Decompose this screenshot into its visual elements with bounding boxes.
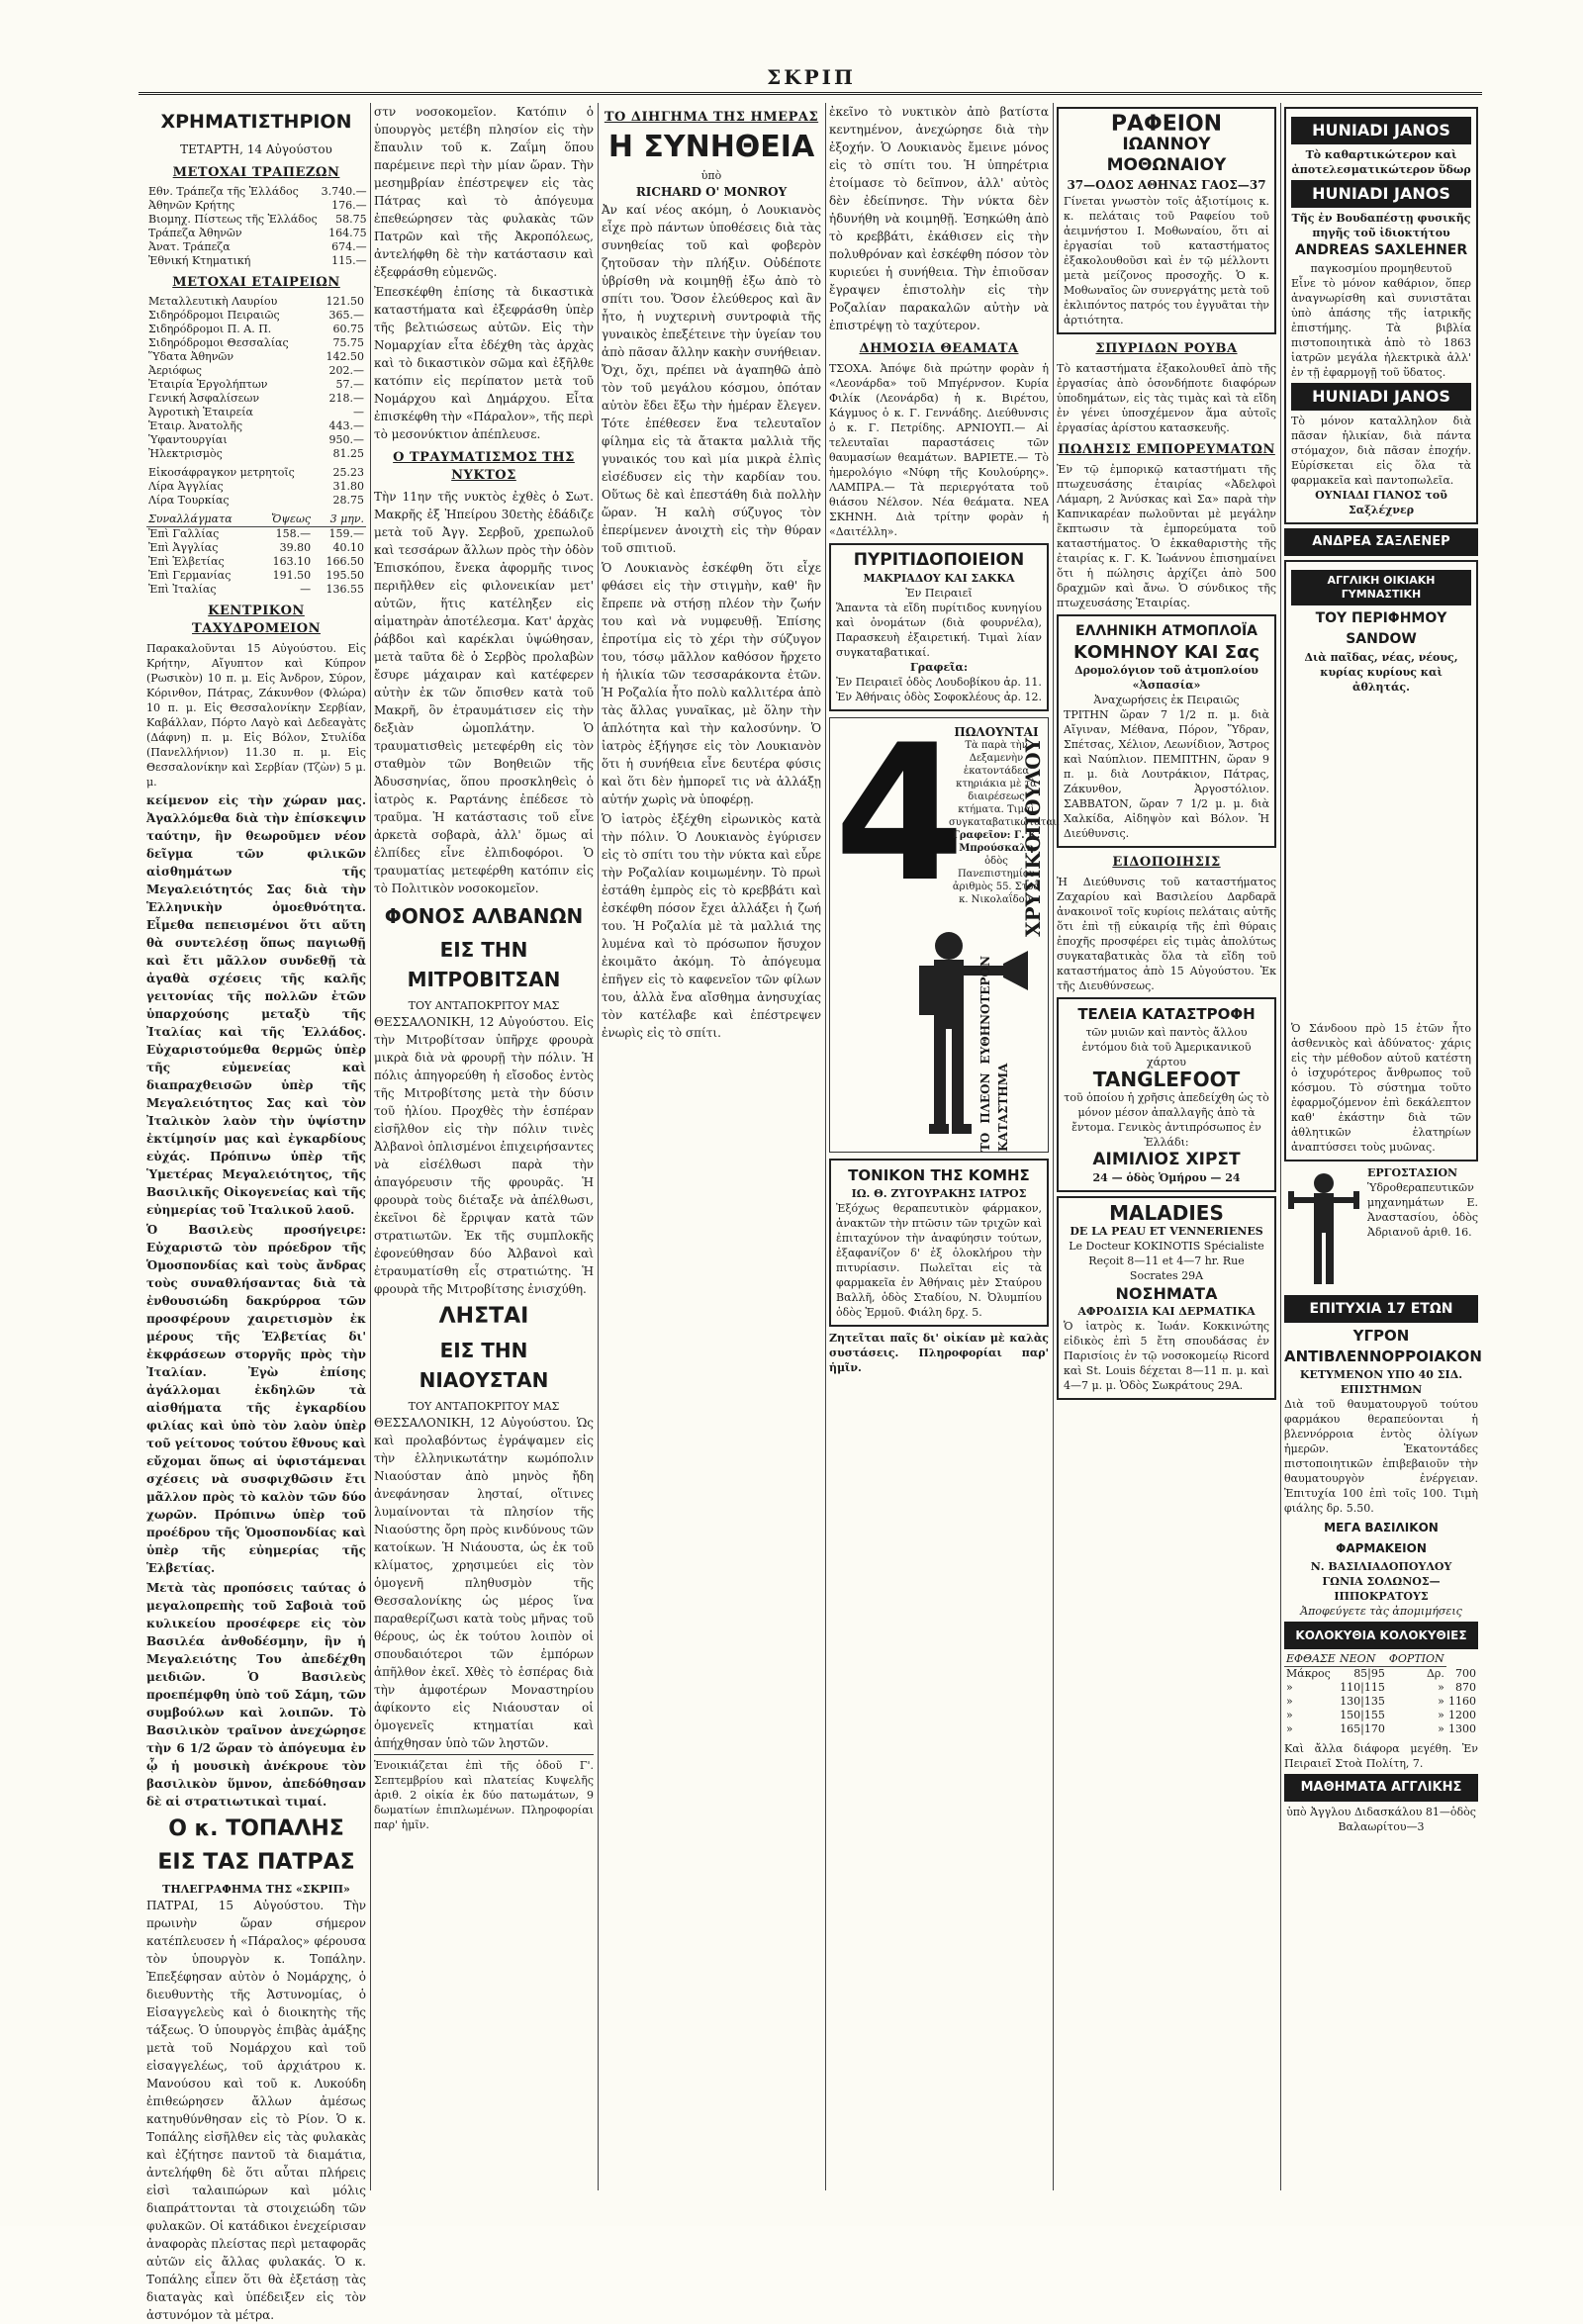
flypaper-agent: ΑΙΜΙΛΙΟΣ ΧΙΡΣΤ [1092, 1150, 1241, 1169]
company-stock-row-cell: Σιδηρόδρομοι Π. Α. Π. [148, 323, 272, 335]
company-stock-row-cell: 218.— [328, 392, 364, 405]
cargo-row [1284, 1667, 1478, 1682]
cargo-row-cell: 150|155 [1340, 1709, 1385, 1721]
cargo-row-cell: » [1438, 1695, 1444, 1708]
flypaper-subtitle: τῶν μυιῶν καὶ παντὸς ἄλλου ἐντόμου διὰ τοῦ Ἀμερικανικοῦ χάρτου [1081, 1026, 1252, 1069]
exchange-row-cell: 40.10 [332, 541, 364, 554]
company-stock-row-cell: Γενική Ἀσφαλίσεων [148, 392, 260, 405]
bank-stock-row [146, 254, 369, 268]
rates-table [146, 466, 366, 508]
currency-rate-row [146, 480, 366, 494]
flypaper-title: ΤΕΛΕΙΑ ΚΑΤΑΣΤΡΟΦΗ [1077, 1005, 1256, 1023]
company-stock-row-cell: Ἐταιρία Ἐργολήπτων [148, 378, 268, 391]
currency-rate-row [146, 466, 366, 480]
cargo-footer: Καὶ ἄλλα διάφορα μεγέθη. Ἐν Πειραιεῖ Στοὰ Πολίτη, 7. [1284, 1742, 1478, 1770]
story-label: ΤΟ ΔΙΗΓΗΜΑ ΤΗΣ ΗΜΕΡΑΣ [604, 110, 819, 125]
english-lessons-body: ὑπὸ Ἀγγλου Διδασκάλου 81—ὁδὸς Βαλαωρίτου—3 [1286, 1806, 1476, 1833]
exchange-row-cell: Ἐπὶ Ἰταλίας [148, 583, 217, 596]
factory-title: ΕΡΓΟΣΤΑΣΙΟΝ [1367, 1166, 1458, 1179]
exchange-header-cell: 3 μην. [313, 512, 366, 527]
cargo-row-cell: » [1286, 1722, 1293, 1735]
exchange-row-cell: 39.80 [279, 541, 312, 554]
pharmacy-title: ΜΕΓΑ ΒΑΣΙΛΙΚΟΝ ΦΑΡΜΑΚΕΙΟΝ [1324, 1521, 1439, 1555]
gym-title: ΑΓΓΛΙΚΗ ΟΙΚΙΑΚΗ ΓΥΜΝΑΣΤΙΚΗ [1291, 570, 1471, 605]
cargo-row-cell: 1200 [1448, 1709, 1476, 1721]
cargo-row-cell: Δρ. [1426, 1667, 1444, 1680]
bank-stock-row-cell: Βιομηχ. Πίστεως τῆς Ἑλλάδος [148, 213, 318, 226]
night-wounding-title: Ο ΤΡΑΥΜΑΤΙΣΜΟΣ ΤΗΣ ΝΥΚΤΟΣ [393, 450, 575, 483]
company-stock-row [146, 309, 366, 323]
goods-sale-title: ΠΩΛΗΣΙΣ ΕΜΠΟΡΕΥΜΑΤΩΝ [1058, 442, 1275, 457]
column-5 [1057, 103, 1276, 2190]
cargo-row [1284, 1695, 1478, 1709]
company-stock-row-cell: 60.75 [332, 323, 364, 335]
sale-title: ΠΩΛΟΥΝΤΑΙ [954, 725, 1039, 739]
exchange-row [146, 541, 366, 555]
maladies-subtitle: DE LA PEAU ET VENNERIENES [1070, 1225, 1263, 1238]
pharmacy-note: Ἀποφεύγετε τὰς ἀπομιμήσεις [1300, 1605, 1462, 1618]
post-office-title: ΚΕΝΤΡΙΚΟΝ ΤΑΧΥΔΡΟΜΕΙΟΝ [192, 604, 321, 636]
topalis-title: Ο κ. ΤΟΠΑΛΗΣ [168, 1816, 344, 1841]
cargo-header-cell: ΦΟΡΤΙΟΝ [1387, 1652, 1446, 1667]
exchange-row-cell: 191.50 [272, 569, 312, 582]
cargo-row-cell: 130|135 [1340, 1695, 1385, 1708]
column-divider [370, 103, 371, 2190]
exchange-row-cell: 158.— [275, 527, 312, 540]
editorial-text-2: Ὁ Βασιλεὺς προσήγειρε: Εὐχαριστῶ τὸν πρόεδρον τῆς Ὁμοσπονδίας καὶ τοὺς ἄνδρας τοὺς συναθλήσαντας διὰ τὰ ἐνθουσιώδη δακρύρροα τῶν προσφέρουν χαιρετισμὸν ἐκ μέρους τῆς Ἑλβετίας δι' ἐκφράσεων στοργῆς πρὸς τὴν Ἰταλίαν. Ἐγὼ ἐπίσης ἀγάλλομαι ἐκδηλῶν τὰ αἰσθήματα τῆς ἐγκαρδίου φιλίας καὶ ὑπὸ τὸν λαὸν ὑπὲρ τοῦ γείτονος τούτου ἔθνους καὶ εὔχομαι ὅπως αἱ ὑφιστάμεναι σχέσεις νὰ συσφιχθῶσιν ἔτι μᾶλλον πρὸς τὸ καλὸν τῶν δύο χωρῶν. Πρόπινω ὑπὲρ τοῦ προέδρου τῆς Ὁμοσπονδίας καὶ ὑπὲρ τῆς εὐημερίας τῆς Ἑλβετίας. [146, 1223, 366, 1575]
exchanges-table [146, 512, 366, 597]
article-continuation-2: Ἐπεσκέφθη ἐπίσης τὰ δικαστικὰ καταστήματα καὶ ἐξεφράσθη ὑπὲρ τῆς βελτιώσεως αὐτῶν. Εἰς τὴν Νομαρχίαν εἶτα ἐδέχθη τὰς ἀρχὰς καὶ τὸ δικαστικὸν σῶμα καὶ ἐξῆλθε κατόπιν εἰς περίπατον μετὰ τοῦ Νομάρχου καὶ Δημάρχου. Εἶτα ἐπισκέφθη τὴν «Πάραλον», τῆς περὶ τὸ μεσονύκτιον ἀπέπλευσε. [374, 285, 594, 441]
story-body: Ἀν καί νέος ακόμη, ὁ Λουκιανὸς εἶχε πρὸ πάντων ὑποθέσεις διὰ τὰς συνηθείας τοῦ καὶ φοβερὸν ζητοῦσαν τὴν πλήξιν. Οὐδέποτε ὑβρίσθη νὰ κοιμηθῇ ἐξω ἀπὸ τὸ σπίτι του. Ὅσον ἐλεύθερος καὶ ἂν ἦτο, ἡ νυχτερινὴ συντροφιὰ τῆς γυναικὸς ἐπεξέτεινε τὴν ὑγείαν του ἀπὸ πᾶσαν ἄλλην κακὴν συνήθειαν. Ὄχι, ὄχι, πρέπει νὰ ἀγαπηθῶ ἀπὸ τὸν τοῦ μεγάλου κόσμου, ὁπόταν αὐτὸν ἔδει ἔξω τὴν ἡμέραν ἔλεγεν. Τότε ἐπέθεσεν ἕνα τελευταῖον φίλημα εἰς τὰ ἄτακτα μαλλιὰ τῆς γυναικός του καὶ μία μικρὰ ἐλπὶς εἰσέδυσεν εἰς τὴν καρδίαν του. Οὕτως δὲ καὶ ἐπεστάθη διὰ πολλὴν ὥραν. Ἡ καλὴ σύζυγος τὸν ἐπερίμενεν ἀνοιχτὴ εἰς τὴν θύραν τοῦ σπιτιοῦ. [602, 203, 821, 555]
gunpowder-makers: ΜΑΚΡΙΑΔΟΥ ΚΑΙ ΣΑΚΚΑ [863, 572, 1015, 585]
flypaper-body: τοῦ ὁποίου ἡ χρῆσις ἀπεδείχθη ὡς τὸ μόνον μέσον ἀπαλλαγῆς ἀπὸ τὰ ἔντομα. Γενικὸς ἀντιπρόσωπος ἐν Ἑλλάδι: [1064, 1091, 1269, 1149]
tailor-address: 37—ΟΔΟΣ ΑΘΗΝΑΣ ΓΑΟΣ—37 [1067, 178, 1266, 192]
goods-sale-body: Ἐν τῷ ἐμπορικῷ καταστήματι τῆς πτωχευσάσης ἑταιρίας «Ἀδελφοὶ Λάμαρη, 2 Ἀνύσκας καὶ Σα» παρὰ τὴν Καπνικαρέαν πωλοῦνται μὲ μεγάλην ἔκπτωσιν τὰ ἐμπορεύματα τοῦ καταστήματος. Ὁ ἐκκαθαριστὴς τῆς ἐταιρίας κ. Γ. Κ. Ἰωάννου ἐπισημαίνει ὅτι ἡ πώλησις ἀρχίζει ἀπὸ 500 δραχμῶν καὶ ἄνω. Ὁ σύνδικος τῆς πτωχευσάσης Ἑταιρίας. [1057, 463, 1276, 609]
currency-rate-row-cell: 25.23 [332, 466, 364, 479]
diseases-body: Ὁ ἰατρὸς κ. Ἰωάν. Κοκκινώτης εἰδικὸς ἐπὶ 5 ἔτη σπουδάσας ἐν Παρισίοις ἐν τῷ νοσοκομείῳ Ricord καὶ St. Louis δέχεται 8—11 π. μ. καὶ 4—7 μ. μ. Ὁδὸς Σωκράτους 29Α. [1064, 1320, 1269, 1392]
cargo-row [1284, 1681, 1478, 1695]
exchange-row [146, 527, 366, 542]
exchange-row [146, 583, 366, 597]
bank-stock-row-cell: 3.740.— [321, 185, 367, 198]
exchange-row-cell: Ἐπὶ Γαλλίας [148, 527, 220, 540]
company-stock-row-cell: — [353, 406, 364, 418]
cargo-row-cell: 165|170 [1340, 1722, 1385, 1735]
bandits-subtitle: ΕΙΣ ΤΗΝ ΝΙΑΟΥΣΤΑΝ [419, 1339, 549, 1392]
dealer-banner: ΑΝΔΡΕΑ ΣΑΞΛΕΝΕΡ [1284, 528, 1478, 556]
column-2 [374, 103, 594, 2190]
company-stock-row-cell: Ὕδατα Ἀθηνῶν [148, 350, 234, 363]
sandow-figure-space [1291, 695, 1471, 1021]
currency-rate-row-cell: Εἰκοσάφραγκον μετρητοῖς [148, 466, 295, 479]
cargo-table [1284, 1652, 1478, 1736]
company-stock-row-cell: 81.25 [332, 447, 364, 460]
liquid-subtitle: ΚΕΤΥΜΕΝΟΝ ΥΠΟ 40 ΣΙΔ. ΕΠΙΣΤΗΜΩΝ [1299, 1368, 1463, 1396]
column-4 [829, 103, 1061, 2190]
exchange-row-cell: 195.50 [326, 569, 364, 582]
tailor-name: ΙΩΑΝΝΟΥ ΜΟΘΩΝΑΙΟΥ [1106, 135, 1227, 175]
company-stock-row-cell: Ὑφαντουργίαι [148, 433, 228, 446]
hunyadi-title: HUNIADI JANOS [1291, 117, 1471, 144]
steamship-company: ΚΟΜΗΝΟΥ ΚΑΙ Σας [1072, 642, 1260, 663]
bank-stock-row [146, 227, 369, 240]
liquid-body: Διὰ τοῦ θαυματουργοῦ τούτου φαρμάκου θεραπεύονται ἡ βλεννόρροια ἐντὸς ὀλίγων ἡμερῶν. Ἐκατοντάδες πιστοποιητικῶν ἐπιβεβαιοῦν τὴν θαυματουργὸν ἐνέργειαν. Ἐπιτυχία 100 ἐπὶ τοῖς 100. Τιμὴ φιάλης δρ. 5.50. [1284, 1398, 1478, 1515]
pharmacy-corner: ΓΩΝΙΑ ΣΟΛΩΝΟΣ—ΙΠΠΟΚΡΑΤΟΥΣ [1322, 1575, 1441, 1603]
column-1 [146, 103, 367, 2322]
company-stock-row [146, 350, 366, 364]
cargo-row-cell: 85|95 [1353, 1667, 1385, 1680]
factory-body: Ὑδροθεραπευτικῶν μηχανημάτων Ε. Ἀναστασίου, ὁδὸς Ἀδριανοῦ ἀριθ. 16. [1367, 1181, 1478, 1239]
tailor-body: Γίνεται γνωστὸν τοῖς ἀξιοτίμοις κ. κ. πελάταις τοῦ Ραφείου τοῦ ἀειμνήστου Ι. Μοθωναίου, ὅτι αἱ ἐργασίαι τοῦ καταστήματος ἐξακολουθοῦσι καὶ ἐν τῷ μέλλοντι μετὰ μείζονος προσοχῆς. Ὁ κ. Μοθωναῖος ὢν συνεργάτης μετὰ τοῦ ἐκλιπόντος πατρός του ἐγγυᾶται τὴν ἀρτιότητα. [1064, 195, 1269, 326]
albanian-murder-title: ΦΟΝΟΣ ΑΛΒΑΝΩΝ [384, 904, 584, 928]
maladies-doctor: Le Docteur KOKINOTIS Spécialiste [1069, 1240, 1264, 1253]
cargo-row-cell: » [1438, 1681, 1444, 1694]
flypaper-ad [1057, 997, 1276, 1192]
shoemaker-title: ΣΠΥΡΙΔΩΝ ΡΟΥΒΑ [1095, 341, 1238, 356]
cargo-row-cell: » [1438, 1722, 1444, 1735]
story-title: Η ΣΥΝΗΘΕΙΑ [607, 130, 815, 164]
company-stock-row [146, 433, 366, 447]
column-divider [1053, 103, 1054, 2190]
company-stock-row-cell: Μεταλλευτικὴ Λαυρίου [148, 295, 278, 308]
company-stock-row [146, 323, 366, 336]
gunpowder-city: Ἐν Πειραιεῖ [905, 587, 973, 600]
albanian-murder-subtitle: ΕΙΣ ΤΗΝ ΜΙΤΡΟΒΙΤΣΑΝ [407, 938, 561, 991]
bank-stock-row [146, 185, 369, 199]
sandow-ad [1284, 560, 1478, 1162]
flypaper-address: 24 — ὁδὸς Ὁμήρου — 24 [1092, 1171, 1241, 1184]
factory-ad [1284, 1165, 1478, 1292]
exchange-row [146, 555, 366, 569]
diseases-title: ΝΟΣΗΜΑΤΑ [1115, 1284, 1218, 1303]
steamship-departures: Ἀναχωρήσεις ἐκ Πειραιῶς [1093, 694, 1240, 706]
night-wounding-body: Τὴν 11ην τῆς νυκτὸς ἐχθὲς ὁ Σωτ. Μακρῆς ἐξ Ἠπείρου 30ετὴς ἐδάδιζε μετὰ τοῦ Ἀγγ. Σερβοῦ, χρεπωλοῦ καὶ τεσσάρων ἄλλων πρὸς τὴν ὁδὸν Ἐπισκόπου, ἔνεκα ἀφορμῆς τινος περιῆλθεν εἰς φιλονεικίαν μετ' αὐτῶν, ἥτις κατέληξεν εἰς αἱματηρὰν ἀποτέλεσμα. Κατ' ἀρχὰς ῥάβδοι καὶ καρέκλαι ὑψώθησαν, μετὰ ταῦτα δὲ ὁ Σερβὸς προλαβὼν ἔσυρε μάχαιραν καὶ κατέφερεν αὐτὴν ἐκ τῶν ὄπισθεν κατὰ τοῦ Μακρῆ, ὃν ἐτραυμάτισεν εἰς τὴν δεξιὰν ὠμοπλάτην. Ὁ τραυματισθεὶς μετεφέρθη εἰς τὸν σταθμὸν τῶν Βοηθειῶν τῆς Ἀδυσσηνίας, ὅπου προσκληθεὶς ὁ ἰατρὸς κ. Ραρτάνης ἐπέδεσε τὸ τραῦμα. Ἡ κατάστασις τοῦ εἶνε ἀρκετὰ σοβαρὰ, ἀλλ' ὅμως αἱ ἐλπίδες εἶνε ἐλπιδοφόροι. Ὁ τραυματίας μετεφέρθη κατόπιν εἰς τὸ Πολιτικὸν νοσοκομεῖον. [374, 490, 594, 895]
chrysikopoulos-ad [829, 704, 1061, 1153]
story-by: ὑπὸ [700, 169, 722, 182]
rental-notice: Ἑνοικιάζεται ἐπὶ τῆς ὁδοῦ Γ'. Σεπτεμβρίου καὶ πλατείας Κυψελῆς ἀριθ. 2 οἰκία ἐκ δύο πατωμάτων, 9 δωματίων ἐπιπλωμένων. Πληροφορίαι παρ' ἡμῖν. [374, 1754, 594, 1832]
cargo-row-cell: 1160 [1448, 1695, 1476, 1708]
bank-stock-row-cell: Εθν. Τράπεζα τῆς Ἑλλάδος [148, 185, 299, 198]
company-stock-row [146, 392, 366, 406]
hunyadi-body-2: Τὸ μόνον καταλληλον διὰ πᾶσαν ἡλικίαν, διὰ πάντα στόμαχον, διὰ πᾶσαν ἐποχήν. Εὑρίσκεται εἰς ὅλα τὰ φαρμακεῖα καὶ παντοπωλεῖα. [1291, 415, 1471, 487]
bank-stock-row-cell: 58.75 [335, 213, 367, 226]
gym-subtitle: ΤΟΥ ΠΕΡΙΦΗΜΟΥ SANDOW [1315, 610, 1447, 647]
company-stock-row-cell: 443.— [328, 419, 364, 432]
bank-stock-row-cell: 674.— [331, 240, 367, 253]
column-divider [1280, 103, 1281, 2190]
company-stock-row-cell: 142.50 [326, 350, 364, 363]
bandits-title: ΛΗΣΤΑΙ [438, 1304, 529, 1329]
company-stock-row-cell: Ἑταιρ. Ἀνατολῆς [148, 419, 243, 432]
gunpowder-body: Ἅπαντα τὰ εἴδη πυρίτιδος κυνηγίου καὶ ὀνομάτων (διὰ φουρνέλα), Παρασκευὴ ἐξαιρετική. Τιμαὶ λίαν συγκαταβατικαί. [836, 602, 1042, 659]
sale-body: Τὰ παρὰ τὴν Δεξαμενὴν ἐκατοντάδεα κτηριάκια μὲ τὰ διαιρέσεως κτήματα. Τιμαὶ συγκαταβατικώταται. [949, 740, 1061, 828]
wanted-notice: Ζητεῖται παῖς δι' οἰκίαν μὲ καλὰς συστάσεις. Πληροφορίαι παρ' ἡμῖν. [829, 1332, 1049, 1374]
company-stock-row-cell: Σιδηρόδρομοι Πειραιῶς [148, 309, 280, 322]
steamship-body: ΤΡΙΤΗΝ ὥραν 7 1/2 π. μ. διὰ Αἴγιναν, Μέθανα, Πόρον, Ὕδραν, Σπέτσας, Χέλιον, Λεωνίδιον, Ἄστρος καὶ Ναύπλιον. ΠΕΜΠΤΗΝ, ὥραν 9 π. μ. διὰ Λουτράκιον, Πάτρας, Ζάκυνθον, Ἀργοστόλιον. ΣΑΒΒΑΤΟΝ, ὥραν 7 1/2 μ. μ. διὰ Χαλκίδα, Αἰδηψὸν καὶ Βόλον. Ἡ Διεύθυνσις. [1064, 708, 1269, 840]
bank-stock-row-cell: Ἐθνική Κτηματική [148, 254, 251, 267]
company-stock-row [146, 336, 366, 350]
notice-body: Ἡ Διεύθυνσις τοῦ καταστήματος Ζαχαρίου καὶ Βασιλείου Δαρδαρᾶ ἀνακοινοῖ τοῖς κυρίοις πελάταις αὐτῆς ὅτι ἐπὶ τῇ εὐκαιρίᾳ τῆς ἐπὶ θύραις ἐποχῆς προσφέρει εἰς τιμὰς ἀπολύτως συγκαταβατικὰς ὅλα τὰ εἴδη τοῦ καταστήματος ἀπὸ 15 Αὐγούστου. Ἐκ τῆς Διευθύνσεως. [1057, 876, 1276, 992]
bank-stock-row-cell: Ἀθηνῶν Κρήτης [148, 199, 235, 212]
company-stock-row-cell: 75.75 [332, 336, 364, 349]
hair-tonic-doctor: ΙΩ. Θ. ΖΥΓΟΥΡΑΚΗΣ ΙΑΤΡΟΣ [851, 1187, 1027, 1200]
gunpowder-address: Ἐν Πειραιεῖ ὁδὸς Λουδοβίκου ἀρ. 11. Ἐν Ἀθήναις ὁδὸς Σοφοκλέους ἀρ. 12. [836, 676, 1042, 703]
big-four-numeral: 4 [834, 704, 966, 923]
company-stock-row-cell: 57.— [335, 378, 364, 391]
exchange-header-row [146, 512, 366, 527]
company-stock-row-cell: 202.— [328, 364, 364, 377]
company-stock-row-cell: 121.50 [326, 295, 364, 308]
gym-lead: Διὰ παῖδας, νέας, νέους, κυρίας κυρίους καὶ ἀθλητάς. [1304, 651, 1458, 694]
exchange-date: ΤΕΤΑΡΤΗ, 14 Αὐγούστου [180, 142, 332, 156]
bank-stock-row [146, 240, 369, 254]
story-body-2: Ὁ Λουκιανὸς ἐσκέφθη ὅτι εἶχε φθάσει εἰς τὴν στιγμὴν, καθ' ἣν ἔπρεπε νὰ στήσῃ πλέον τὴν ζωήν του καὶ νὰ νυμφευθῇ. Ἐπίσης ἐπροτίμα εἰς τὸ χέρι τὴν σύζυγον του, τόσῳ μᾶλλον καθόσον ἤρχετο ἡ ἡλικία τῶν τεσσαράκοντα ἐτῶν. Ἡ Ροζαλία ἦτο πολὺ καλλιτέρα ἀπὸ τὰς ἄλλας γυναῖκας, μὲ ὅλην τὴν ἁπλότητα καὶ τὴν καλοσύνην. Ὁ ἰατρὸς ἐξήγησε εἰς τὸν Λουκιανὸν ὅτι ἡ συνήθεια εἶνε δευτέρα φύσις καὶ ὅτι δὲν ἠμπορεῖ τις νὰ ἀλλάξῃ αὐτήν χωρὶς νὰ ὑποφέρῃ. [602, 561, 821, 806]
bank-stock-row-cell: 176.— [331, 199, 367, 212]
maladies-title: MALADIES [1109, 1201, 1224, 1225]
tailor-ad [1057, 107, 1276, 334]
shoemaker-body: Τὸ καταστήματα ἐξακολουθεῖ ἀπὸ τῆς ἐργασίας ἀπὸ ὁσονδήποτε διαφόρων ὑποδημάτων, εἰς τὰς τιμὰς καὶ τὰ εἴδη ἐν γένει ὑποσχέμενον ἅμα αὐτοῖς ἐργασίας ἀρίστου κατασκευῆς. [1057, 362, 1276, 434]
gunpowder-office-label: Γραφεῖα: [909, 661, 969, 674]
company-stock-row [146, 447, 366, 461]
bank-stock-row-cell: 164.75 [328, 227, 367, 239]
cargo-header-cell: ΕΦΘΑΣΕ [1284, 1652, 1338, 1667]
hair-tonic-title: ΤΟΝΙΚΟΝ ΤΗΣ ΚΟΜΗΣ [848, 1166, 1030, 1184]
currency-rate-row-cell: 28.75 [332, 494, 364, 507]
gunpowder-title: ΠΥΡΙΤΙΔΟΠΟΙΕΙΟΝ [853, 550, 1025, 570]
bank-stock-row [146, 199, 369, 213]
exchange-row-cell: 166.50 [326, 555, 364, 568]
public-shows-body: ΤΣΟΧΑ. Ἀπόψε διὰ πρώτην φορὰν ἡ «Λεονάρδα» τοῦ Μπγέρνσον. Κυρία Φιλίκ (Λεονάρδα) ἡ κ. Βιρέτου, Κάγμυος ὁ κ. Γ. Γεννάδης. Διεύθυνσις ὁ κ. Γ. Πετρίδης. ΑΡΝΙΟΥΠ.— Αἱ τελευταῖαι παραστάσεις τῶν θαυμασίων θεαμάτων. ΒΑΡΙΕΤΕ.— Τὸ ἡμερολόγιο «Νύφη τῆς Κουλούρης». ΛΑΜΠΡΑ.— Τὰ περιεργότατα τοῦ θιάσου Νέλσον. Νέα θεάματα. ΝΕΑ ΣΚΗΝΗ. Διὰ τρίτην φορὰν ἡ «Δαιτέλλη». [829, 362, 1049, 538]
editorial-text: κείμενον εἰς τὴν χώραν μας. Ἀγαλλόμεθα διὰ τὴν ἐπίσκεψιν ταύτην, ἣν θεωροῦμεν νέον δεῖγμα τῶν φιλικῶν αἰσθημάτων τῆς Μεγαλειότητός Σας διὰ τὴν Ἑλληνικὴν ὁμοεθνότητα. Εἶμεθα πεπεισμένοι ὅτι αὕτη θὰ συντελέσῃ ὅπως παγιωθῇ καὶ ἔτι μᾶλλον συνδεθῇ τὰ ἀγαθὰ σχέσεις τῆς καλῆς γειτονίας τῆς πολλῶν ἐτῶν ὑπαρχούσης μεταξὺ τῆς Ἰταλίας καὶ τῆς Ἑλλάδος. Εὐχαριστούμεθα θερμῶς ὑπὲρ τῆς εὐμενείας καὶ διαπραχθεισῶν ὑπὲρ τῆς Μεγαλειότητος Σας καὶ τὸν Ἰταλικὸν λαὸν τὴν ὑψίστην ἐκτίμησίν μας καὶ ἐγκαρδίους εὐχάς. Πρόπινω ὑπὲρ τῆς Ὑμετέρας Μεγαλειότητος, τῆς Βασιλικῆς Οἰκογενείας καὶ τῆς εὐημερίας τοῦ Ἰταλικοῦ λαοῦ. [146, 793, 366, 1217]
cargo-header-cell: ΝΕΟΝ [1338, 1652, 1387, 1667]
hunyadi-body: Εἶνε τὸ μόνον καθάριον, ὅπερ ἀναγνωρίσθη καὶ συνιστᾶται ὑπὸ ἁπάσης τῆς ἰατρικῆς ἐπιστήμης. Τὰ βιβλία πιστοποιητικὰ ἀπὸ τὸ 1863 ἰατρῶν μεγάλα ἠλεκτρικὰ ἀλλ' ἐν τῇ ἐφαρμογῇ τοῦ ὕδατος. [1291, 277, 1471, 379]
bank-stock-row-cell: Τράπεζα Ἀθηνῶν [148, 227, 242, 239]
currency-rate-row-cell: Λίρα Ἀγγλίας [148, 480, 224, 493]
cargo-row-cell: 110|115 [1340, 1681, 1385, 1694]
notice-title: ΕΙΔΟΠΟΙΗΣΙΣ [1112, 855, 1221, 870]
exchange-header-cell: Ὄψεως [257, 512, 313, 527]
company-stock-row [146, 295, 366, 309]
cargo-header-row [1284, 1652, 1478, 1667]
english-lessons-title: ΜΑΘΗΜΑΤΑ ΑΓΓΛΙΚΗΣ [1284, 1774, 1478, 1802]
cargo-row [1284, 1709, 1478, 1722]
steamship-route-title: Δρομολόγιον τοῦ ἀτμοπλοίου «Ἀσπασία» [1074, 664, 1258, 692]
cargo-row-cell: » [1286, 1695, 1293, 1708]
exchange-row-cell: Ἐπὶ Ἀγγλίας [148, 541, 219, 554]
hair-tonic-ad [829, 1159, 1049, 1327]
post-office-body: Παρακαλοῦνται 15 Αὐγούστου. Εἰς Κρήτην, Αἴγυπτον καὶ Κύπρον (Ρωσικὸν) 10 π. μ. Εἰς Ἀνδρον, Σύρον, Κόρινθον, Πάτρας, Ζάκυνθον (Φλώρα) 10 π. μ. Εἰς Θεσσαλονίκην Σερβίαν, Καβάλλαν, Πόρτο Λαγὸ καὶ Δεδεαγὰτς (Δάφνη) π. μ. Εἰς Βόλον, Στυλίδα (Πανελλήνιον) 11.30 π. μ. Εἰς Θεσσαλονίκην καὶ Σερβίαν (Τζὼν) 5 μ. μ. [146, 642, 366, 789]
hunyadi-spring: Τῆς ἐν Βουδαπέστῃ φυσικῆς πηγῆς τοῦ ἰδιοκτήτου [1291, 212, 1471, 239]
column-divider [598, 103, 599, 2190]
company-stock-row [146, 364, 366, 378]
company-stock-row-cell: Σιδηρόδρομοι Θεσσαλίας [148, 336, 289, 349]
currency-rate-row-cell: 31.80 [332, 480, 364, 493]
bank-stock-row-cell: 115.— [331, 254, 367, 267]
cargo-row-cell: 870 [1455, 1681, 1476, 1694]
column-6 [1284, 103, 1482, 2190]
diseases-subtitle: ΑΦΡΟΔΙΣΙΑ ΚΑΙ ΔΕΡΜΑΤΙΚΑ [1077, 1305, 1256, 1318]
maladies-hours: Reçoit 8—11 et 4—7 hr. Rue Socrates 29A [1088, 1255, 1245, 1282]
sale-office: Γραφεῖον: Γ. Κ. Μπρούσκαλη [952, 830, 1041, 854]
albanian-murder-body: ΘΕΣΣΑΛΟΝΙΚΗ, 12 Αὐγούστου. Εἰς τὴν Μιτροβίτσαν ὑπῆρχε φρουρὰ μικρὰ διὰ νὰ φρουρῇ τὴν πόλιν. Ἡ πόλις ἀπηγορεύθη ἡ εἴσοδος ἐντὸς τῆς Μιτροβίτσης μετὰ τὴν δύσιν τοῦ ἡλίου. Προχθὲς τὴν ἑσπέραν εἰσῆλθον εἰς τὴν πόλιν τινὲς Ἀλβανοὶ ὁπλισμένοι ἐπιχειρήσαντες νὰ εἰσέλθωσι παρὰ τὴν ἀπαγόρευσιν τῆς φρουρᾶς. Ἡ φρουρὰ τοὺς διέταξε νὰ ἀπέλθωσι, ἐκεῖνοι δὲ ἔρριψαν κατὰ τῶν στρατιωτῶν. Ἐκ τῆς συμπλοκῆς ἐφονεύθησαν δύο Ἀλβανοὶ καὶ ἐτραυματίσθη εἷς στρατιώτης. Ἡ φρουρὰ τῆς Μιτροβίτσης ἐνισχύθη. [374, 1015, 594, 1296]
sale-address: ὁδὸς Πανεπιστημίου ἀριθμὸς 55. Στοὰ κ. Νικολαΐδου. [952, 856, 1041, 905]
companies-title: ΜΕΤΟΧΑΙ ΕΤΑΙΡΕΙΩΝ [172, 275, 340, 290]
success-banner: ΕΠΙΤΥΧΙΑ 17 ΕΤΩΝ [1284, 1295, 1478, 1323]
column-divider [825, 103, 826, 2190]
hunyadi-title-3: HUNIADI JANOS [1291, 383, 1471, 411]
exchange-row [146, 569, 366, 583]
exchange-row-cell: 163.10 [272, 555, 312, 568]
cargo-banner: ΚΟΛΟΚΥΘΙΑ ΚΟΛΟΚΥΘΙΕΣ [1284, 1622, 1478, 1649]
company-stock-row-cell: Ἠλεκτρισμὸς [148, 447, 223, 460]
telegram-label: ΤΗΛΕΓΡΑΦΗΜΑ ΤΗΣ «ΣΚΡΙΠ» [162, 1883, 350, 1896]
hunyadi-fame: παγκοσμίου προμηθευτοῦ [1310, 262, 1452, 275]
bank-stock-row-cell: Ἀνατ. Τράπεζα [148, 240, 231, 253]
steamship-title: ΕΛΛΗΝΙΚΗ ΑΤΜΟΠΛΟΪΑ [1074, 623, 1258, 639]
bank-stock-row [146, 213, 369, 227]
gym-body: Ὁ Σάνδοου πρὸ 15 ἐτῶν ἦτο ἀσθενικὸς καὶ ἀδύνατος· χάρις εἰς τὴν μέθοδον αὐτοῦ κατέστη ὁ ἰσχυρότερος ἄνθρωπος τοῦ κόσμου. Τὸ σύστημα τοῦτο ἐφαρμοζόμενον ἐπὶ δεκάλεπτον καθ' ἑκάστην διὰ τῶν ἀθλητικῶν ἐλατηρίων ἀναπτύσσει τοὺς μυῶνας. [1291, 1022, 1471, 1154]
public-shows-title: ΔΗΜΟΣΙΑ ΘΕΑΜΑΤΑ [859, 341, 1019, 356]
skin-disease-ad [1057, 1196, 1276, 1400]
exchange-header-cell: Συναλλάγματα [146, 512, 257, 527]
shop-name-vertical: ΧΡΥΣΙΚΟΠΟΥΛΟΥ [1021, 738, 1045, 937]
hair-tonic-body: Ἐξόχως θεραπευτικὸν φάρμακον, ἀνακτῶν τὴν πτῶσιν τῶν τριχῶν καὶ ἐπιταχύνον τὴν ἀναφύησιν τούτων, ἐξαφανίζον δ' ἐξ ὁλοκλήρου τὴν πιτυρίασιν. Πωλεῖται εἰς τὰ φαρμακεῖα ἐν Ἀθήναις μὲν Σταύρου Βαλλῆ, ὁδὸς Σταδίου, Ν. Ὀλυμπίου ὁδὸς Ἑρμοῦ. Φιάλη δρχ. 5. [836, 1202, 1042, 1319]
currency-rate-row-cell: Λίρα Τουρκίας [148, 494, 230, 507]
exchange-row-cell: 159.— [328, 527, 364, 540]
correspondent-label: ΤΟΥ ΑΝΤΑΠΟΚΡΙΤΟΥ ΜΑΣ [408, 999, 560, 1012]
correspondent-label-2: ΤΟΥ ΑΝΤΑΠΟΚΡΙΤΟΥ ΜΑΣ [408, 1400, 560, 1413]
story-continuation: ἐκεῖνο τὸ νυκτικὸν ἀπὸ βατίστα κεντημένον, ἀνεχώρησε διὰ τὴν ἐξοχήν. Ὁ Λουκιανὸς ἔμεινε μόνος εἰς τὸ σπίτι του. Ἡ ὑπηρέτρια ἐτοίμασε τὸ δεῖπνον, ἀλλ' αὐτὸς δὲν ἐδείπνησε. Τὴν νύκτα δὲν ἠδυνήθη νὰ κοιμηθῇ. Ἐσηκώθη ἀπὸ τὸ κρεββάτι, ἐκάθισεν εἰς τὴν πολυθρόναν καὶ ἐσκέφθη πόσον τὸν κυριεύει ἡ συνήθεια. Τὴν ἐπιοῦσαν ἔγραψεν ἐπιστολὴν εἰς τὴν Ροζαλίαν παρακαλῶν αὐτὴν νὰ ἐπιστρέψῃ τὸ ταχύτερον. [829, 105, 1049, 332]
company-stock-row [146, 419, 366, 433]
exchange-row-cell: 136.55 [326, 583, 364, 596]
company-stock-row-cell: 950.— [328, 433, 364, 446]
cheapest-shop-vertical: ΤΟ ΠΛΕΟΝ ΕΥΘΗΝΟΤΕΡΟΝ ΚΑΤΑΣΤΗΜΑ [978, 956, 1010, 1152]
exchange-row-cell: Ἐπὶ Ἑλβετίας [148, 555, 225, 568]
company-stock-row [146, 406, 366, 419]
exchange-row-cell: — [300, 583, 312, 596]
cargo-row [1284, 1722, 1478, 1736]
gunpowder-ad [829, 543, 1049, 711]
hunyadi-ad [1284, 107, 1478, 524]
hunyadi-owner: ANDREAS SAXLEHNER [1294, 242, 1468, 258]
topalis-body: ΠΑΤΡΑΙ, 15 Αὐγούστου. Τὴν πρωινὴν ὥραν σήμερον κατέπλευσεν ἡ «Πάραλος» φέρουσα τὸν ὑπουργὸν κ. Τοπάλην. Ἐπεξέφησαν αὐτὸν ὁ Νομάρχης, ὁ διευθυντὴς τῆς Ἀστυνομίας, ὁ Εἰσαγγελεὺς καὶ ὁ διοικητὴς τῆς τάξεως. Ὁ ὑπουργὸς ἐπιβὰς ἀμάξης μετὰ τοῦ Νομάρχου καὶ τοῦ εἰσαγγελέως, τοῦ ἀρχιάτρου κ. Μανούσου καὶ τοῦ κ. Λυκούδη ἐπιθεώρησεν ἄλλων ἀμέσως κατηυθύνθησαν εἰς τὸ Ρίον. Ὁ κ. Τοπάλης εἰσῆλθεν εἰς τὰς φυλακὰς καὶ ἐζήτησε παντοῦ τὰ διαμάτια, ἀντελήφθη δὲ ὅτι αὗται πλήρεις εἰσὶ ταλαιπώρων καὶ μόλις διαπράττονται τὰ στοιχειώδη τῶν φυλακῶν. Οἱ κατάδικοι ἐνεχείρισαν ἀναφορὰς πλείστας περὶ μεταφορᾶς αὐτῶν εἰς ἄλλας φυλακάς. Ὁ κ. Τοπάλης εἶπεν ὅτι θὰ ἐξετάσῃ τὰς διαταγὰς καὶ ὑπέδειξεν εἰς τὸν ἀστυνόμον τὰ μέτρα. [146, 1899, 366, 2322]
topalis-subtitle: ΕΙΣ ΤΑΣ ΠΑΤΡΑΣ [157, 1850, 355, 1875]
company-stock-row-cell: 365.— [328, 309, 364, 322]
steamship-ad [1057, 614, 1276, 848]
story-body-3: Ὁ ἰατρὸς ἐξέχθη εἰρωνικὸς κατὰ τὴν πόλιν. Ὁ Λουκιανὸς ἐγύρισεν εἰς τὸ σπίτι του τὴν νύκτα καὶ εὗρε τὴν Ροζαλίαν κοιμωμένην. Τὸ πρωὶ ἐστάθη ἐμπρὸς εἰς τὸ κρεββάτι καὶ ἐσκέφθη πόσον ἔχει ἀλλάξει ἡ ζωή του. Ἡ Ροζαλία μὲ τὰ μαλλιά της λυμένα καὶ τὸ πρόσωπον ἥσυχον ἐκοιμᾶτο ἀκόμη. Τὸ ἀπόγευμα ἐπῆγεν εἰς τὸ καφενεῖον τῶν φίλων του, ἀλλὰ ἔνα αἴσθημα ἀνησυχίας τὸν κατέλαβε καὶ ἐπέστρεψεν ἐνωρὶς εἰς τὸ σπίτι. [602, 812, 821, 1040]
companies-table [146, 295, 366, 461]
pharmacy-name: Ν. ΒΑΣΙΛΙΑΔΟΠΟΥΛΟΥ [1310, 1560, 1452, 1573]
banks-table [146, 185, 369, 268]
masthead: ΣΚΡΙΠ [767, 65, 856, 89]
currency-rate-row [146, 494, 366, 508]
liquid-title: ΥΓΡΟΝ ΑΝΤΙΒΛΕΝΝΟΡΡΟΙΑΚΟΝ [1284, 1327, 1482, 1365]
hunyadi-footer: ΟΥΝΙΑΔΙ ΓΙΑΝΟΣ τοῦ Σαξλέχνερ [1315, 489, 1447, 516]
banks-title: ΜΕΤΟΧΑΙ ΤΡΑΠΕΖΩΝ [172, 165, 340, 180]
story-author: RICHARD O' MONROY [635, 185, 788, 199]
header-rule [139, 92, 1482, 95]
cargo-row-cell: Μάκρος [1286, 1667, 1331, 1680]
hunyadi-lead: Τὸ καθαρτικώτερον καὶ ἀποτελεσματικώτερον ὕδωρ [1291, 148, 1471, 176]
column-3 [602, 103, 821, 2190]
cargo-row-cell: » [1286, 1681, 1293, 1694]
flypaper-brand: TANGLEFOOT [1092, 1068, 1241, 1091]
cargo-row-cell: 1300 [1448, 1722, 1476, 1735]
editorial-text-3: Μετὰ τὰς προπόσεις ταύτας ὁ μεγαλοπρεπὴς τοῦ Σαβοιὰ τοῦ κυλικείου προσέφερε εἰς τὸν Βασιλέα ἀνθοδέσμην, ἣν ἡ Μεγαλειότης Του ἀπεδέχθη μειδιῶν. Ὁ Βασιλεὺς προεπέμφθη ὑπὸ τοῦ Σάμη, τῶν συμβούλων καὶ λοιπῶν. Τὸ Βασιλικὸν τραῖνον ἀνεχώρησε τὴν 6 1/2 ὥραν τὸ ἀπόγευμα ἐν ᾧ ἡ μουσικὴ ἀνέκρουε τὸν βασιλικὸν ὕμνον, ἀπεδόθησαν δὲ αἱ στρατιωτικαὶ τιμαί. [146, 1581, 366, 1809]
bandits-body: ΘΕΣΣΑΛΟΝΙΚΗ, 12 Αὐγούστου. Ὡς καὶ προλαβόντως ἐγράψαμεν εἰς τὴν ἑλληνικωτάτην κωμόπολιν Νιαούσταν ἀπὸ μηνὸς ἤδη ἀνεφάνησαν λησταί, οἵτινες λυμαίνονται τὰ πλησίον τῆς Νιαούστης ὄρη πρὸς κινδύνους τῶν κατοίκων. Ἡ Νιάουστα, ὡς ἐκ τοῦ κλίματος, χρησιμεύει εἰς τὸν ὁμογενῆ πληθυσμὸν τῆς Θεσσαλονίκης ὡς μέρος ἵνα παραθερίζωσι κατὰ τοὺς μῆνας τοῦ θέρους, ὡς ἐκ τούτου λοιπὸν οἱ σπουδαιότεροι τῶν ἐμπόρων ἀπῆλθον ἐκεῖ. Χθὲς τὸ ἑσπέρας διὰ τὴν ἀμφοτέρων Μοναστηρίου ἀφίκοντο εἰς Νιάουσταν οἱ ὁμογενεῖς κτηματίαι καὶ ἀπήχθησαν ὑπὸ τῶν ληστῶν. [374, 1416, 594, 1750]
cargo-row-cell: 700 [1455, 1666, 1476, 1680]
tailor-title: ΡΑΦΕΙΟΝ [1110, 112, 1223, 137]
company-stock-row-cell: Ἀγροτικὴ Ἑταιρεία [148, 406, 253, 418]
exchange-title: ΧΡΗΜΑΤΙΣΤΗΡΙΟΝ [160, 111, 352, 133]
athlete-illustration [1284, 1169, 1363, 1288]
company-stock-row-cell: Ἀεριόφως [148, 364, 202, 377]
cargo-row-cell: » [1438, 1709, 1444, 1721]
company-stock-row [146, 378, 366, 392]
hunyadi-title-2: HUNIADI JANOS [1291, 180, 1471, 208]
exchange-row-cell: Ἐπὶ Γερμανίας [148, 569, 232, 582]
cargo-row-cell: » [1286, 1709, 1293, 1721]
article-continuation: στν νοσοκομεῖον. Κατόπιν ὁ ὑπουργὸς μετέβη πλησίον εἰς τὴν ἔπαυλιν τοῦ κ. Ζαΐμη ὅπου παρέμεινε περὶ τὴν μίαν ὥραν. Τὴν μεσημβρίαν ἐπέστρεψεν εἰς τὰς Πάτρας καὶ τὸ ἀπόγευμα ἐπεθεώρησεν τὰς φυλακὰς τῶν Πατρῶν καὶ τῆς Ἀκροπόλεως, ἀντελήφθη δὲ τὴν κατάστασιν καὶ ἐξεφράσθη εὐμενῶς. [374, 105, 594, 279]
